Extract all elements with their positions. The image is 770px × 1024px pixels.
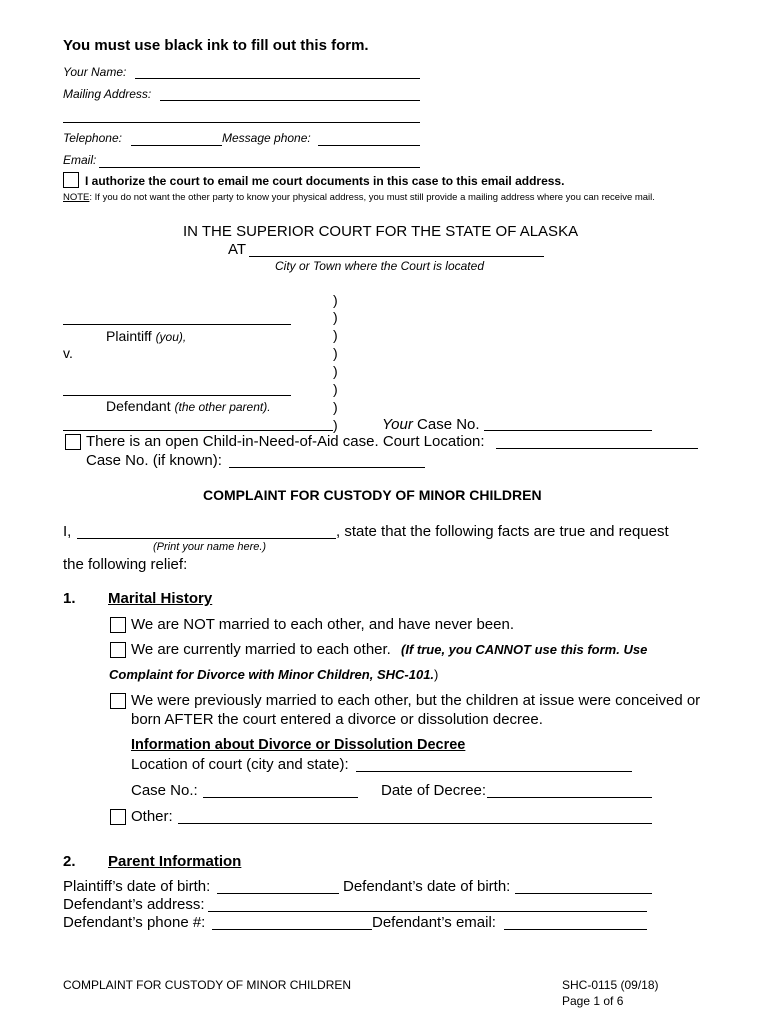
married-note-1: (If true, you CANNOT use this form. Use	[401, 642, 648, 657]
caption-paren: )	[333, 327, 338, 343]
mailing-address-field-2[interactable]	[63, 122, 420, 123]
defendant-phone-field[interactable]	[212, 929, 372, 930]
your-name-field[interactable]	[135, 78, 420, 79]
complaint-title: COMPLAINT FOR CUSTODY OF MINOR CHILDREN	[203, 487, 542, 503]
married-note-2: Complaint for Divorce with Minor Children, SHC-101.)	[109, 667, 439, 682]
email-authorize-text: I authorize the court to email me court documents in this case to this email address.	[85, 174, 565, 188]
other-checkbox[interactable]	[110, 809, 126, 825]
previously-married-text-2: born AFTER the court entered a divorce or dissolution decree.	[131, 711, 543, 728]
decree-case-no-field[interactable]	[203, 797, 358, 798]
defendant-email-field[interactable]	[504, 929, 647, 930]
note	[63, 192, 655, 203]
plaintiff-label: Plaintiff (you),	[106, 328, 187, 344]
other-field[interactable]	[178, 823, 652, 824]
footer-form-code: SHC-0115 (09/18)	[562, 978, 659, 992]
defendant-label: Defendant (the other parent).	[106, 398, 271, 414]
caption-paren: )	[333, 417, 338, 433]
section-2-number: 2.	[63, 853, 76, 870]
case-no-label: Your Case No.	[382, 416, 480, 433]
email-field[interactable]	[99, 167, 420, 168]
caption-paren: )	[333, 399, 338, 415]
intro-i: I,	[63, 523, 72, 540]
plaintiff-name-field[interactable]	[63, 324, 291, 325]
telephone-label: Telephone:	[63, 131, 122, 145]
case-no-field[interactable]	[484, 430, 652, 431]
plaintiff-dob-field[interactable]	[217, 893, 339, 894]
court-at: AT	[228, 241, 247, 258]
ink-notice: You must use black ink to fill out this form.	[63, 37, 369, 54]
court-title: IN THE SUPERIOR COURT FOR THE STATE OF ALASKA	[183, 223, 579, 240]
intro-statement: , state that the following facts are true and request	[336, 523, 669, 540]
defendant-dob-label: Defendant’s date of birth:	[343, 878, 511, 895]
print-name-field[interactable]	[77, 538, 336, 539]
cina-case-no-label: Case No. (if known):	[86, 452, 222, 469]
section-1-heading: Marital History	[108, 590, 213, 607]
cina-text: There is an open Child-in-Need-of-Aid case. Court Location:	[86, 433, 485, 450]
cina-checkbox[interactable]	[65, 434, 81, 450]
caption-paren: )	[333, 345, 338, 361]
caption-paren: )	[333, 292, 338, 308]
defendant-address-field[interactable]	[208, 911, 647, 912]
message-phone-field[interactable]	[318, 145, 420, 146]
caption-paren: )	[333, 363, 338, 379]
previously-married-checkbox[interactable]	[110, 693, 126, 709]
married-checkbox[interactable]	[110, 642, 126, 658]
footer-title: COMPLAINT FOR CUSTODY OF MINOR CHILDREN	[63, 978, 352, 992]
caption-paren: )	[333, 309, 338, 325]
court-city-hint: City or Town where the Court is located	[275, 259, 484, 273]
defendant-address-label: Defendant’s address:	[63, 896, 205, 913]
caption-bottom-line	[63, 430, 333, 431]
decree-date-label: Date of Decree:	[381, 782, 487, 799]
note-prefix: NOTE	[63, 192, 90, 203]
other-label: Other:	[131, 808, 173, 825]
your-name-label: Your Name:	[63, 65, 127, 79]
footer-page: Page 1 of 6	[562, 994, 624, 1008]
telephone-field[interactable]	[131, 145, 222, 146]
note-text: : If you do not want the other party to know your physical address, you must still provide a mailing address where you can receive mail.	[89, 192, 655, 203]
not-married-checkbox[interactable]	[110, 617, 126, 633]
email-label: Email:	[63, 153, 97, 167]
decree-case-no-label: Case No.:	[131, 782, 198, 799]
caption-paren: )	[333, 381, 338, 397]
cina-location-field[interactable]	[496, 448, 698, 449]
print-name-hint: (Print your name here.)	[153, 541, 267, 553]
email-authorize-checkbox[interactable]	[63, 172, 79, 188]
defendant-dob-field[interactable]	[515, 893, 652, 894]
intro-relief: the following relief:	[63, 556, 188, 573]
section-1-number: 1.	[63, 590, 76, 607]
versus-label: v.	[63, 345, 73, 361]
not-married-text: We are NOT married to each other, and have never been.	[131, 616, 514, 633]
court-location-field[interactable]	[356, 771, 632, 772]
mailing-address-label: Mailing Address:	[63, 87, 152, 101]
message-phone-label: Message phone:	[222, 131, 311, 145]
court-city-field[interactable]	[249, 256, 544, 257]
decree-info-heading: Information about Divorce or Dissolution Decree	[131, 737, 466, 753]
defendant-phone-label: Defendant’s phone #:	[63, 914, 206, 931]
defendant-email-label: Defendant’s email:	[372, 914, 496, 931]
court-location-label: Location of court (city and state):	[131, 756, 349, 773]
previously-married-text-1: We were previously married to each other, but the children at issue were conceived or	[131, 692, 701, 709]
married-text: We are currently married to each other.	[131, 641, 391, 658]
cina-case-no-field[interactable]	[229, 467, 425, 468]
plaintiff-dob-label: Plaintiff’s date of birth:	[63, 878, 211, 895]
mailing-address-field[interactable]	[160, 100, 420, 101]
defendant-name-field[interactable]	[63, 395, 291, 396]
decree-date-field[interactable]	[487, 797, 652, 798]
section-2-heading: Parent Information	[108, 853, 242, 870]
